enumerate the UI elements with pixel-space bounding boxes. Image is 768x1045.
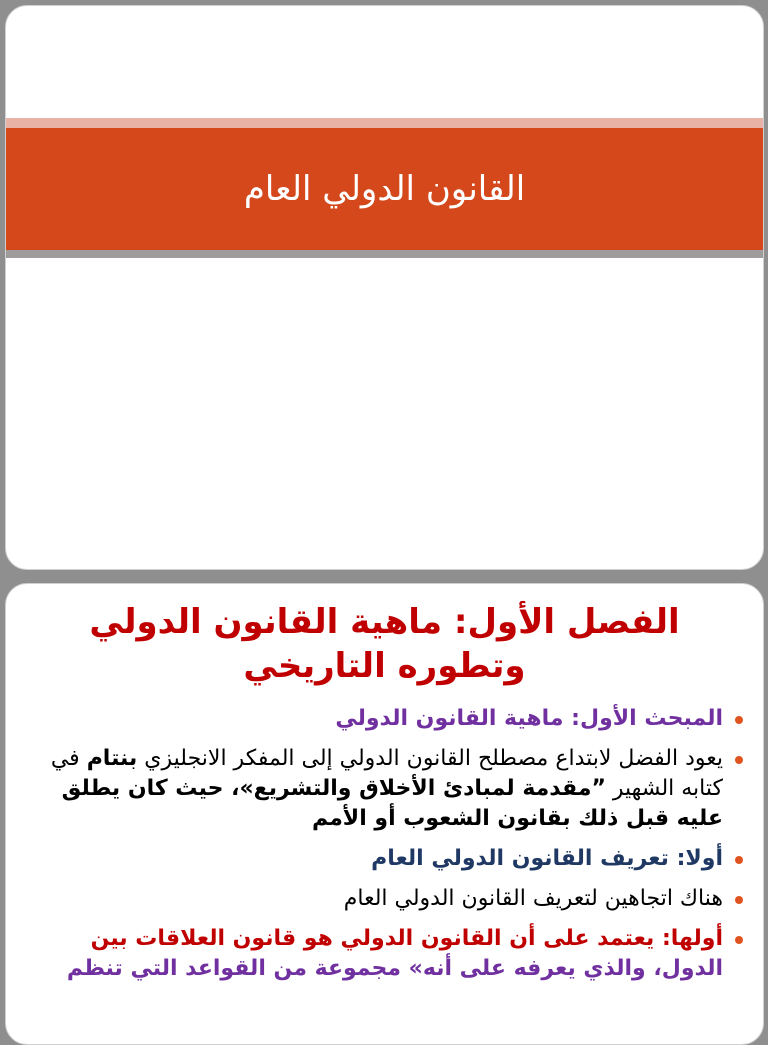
bullet-text: أولا: تعريف القانون الدولي العام [371,846,723,871]
title-slide [5,5,764,570]
bullet-text: يعود الفضل لابتداع مصطلح القانون الدولي إلى المفكر الانجليزي [144,746,723,771]
title-band-top-stripe [6,118,763,128]
chapter-heading-line1: الفصل الأول: ماهية القانون الدولي [89,602,680,642]
chapter-heading-line2: وتطوره التاريخي [243,646,526,686]
list-item [24,844,745,874]
bullet-text-bold: ”مقدمة لمبادئ الأخلاق والتشريع»، حيث كان يطلق عليه قبل ذلك بقانون الشعوب أو الأمم [61,776,723,831]
bullet-text: أولها: يعتمد على أن القانون الدولي هو قانون العلاقات بين [90,926,723,951]
slide-title: القانون الدولي العام [243,169,526,209]
list-item [24,744,745,834]
title-band-bottom-stripe [6,250,763,258]
bullet-list [24,704,745,994]
bullet-text-bold: بنتام [86,746,138,771]
bullet-text: المبحث الأول: ماهية القانون الدولي [335,706,723,731]
list-item [24,884,745,914]
list-item [24,924,745,984]
content-slide [5,583,764,1045]
bullet-text: في كتابه الشهير [50,746,723,801]
bullet-text: الدول، والذي يعرفه على أنه» مجموعة من القواعد التي تنظم [66,956,723,981]
chapter-heading [26,600,743,688]
bullet-text: هناك اتجاهين لتعريف القانون الدولي العام [343,886,723,911]
list-item [24,704,745,734]
